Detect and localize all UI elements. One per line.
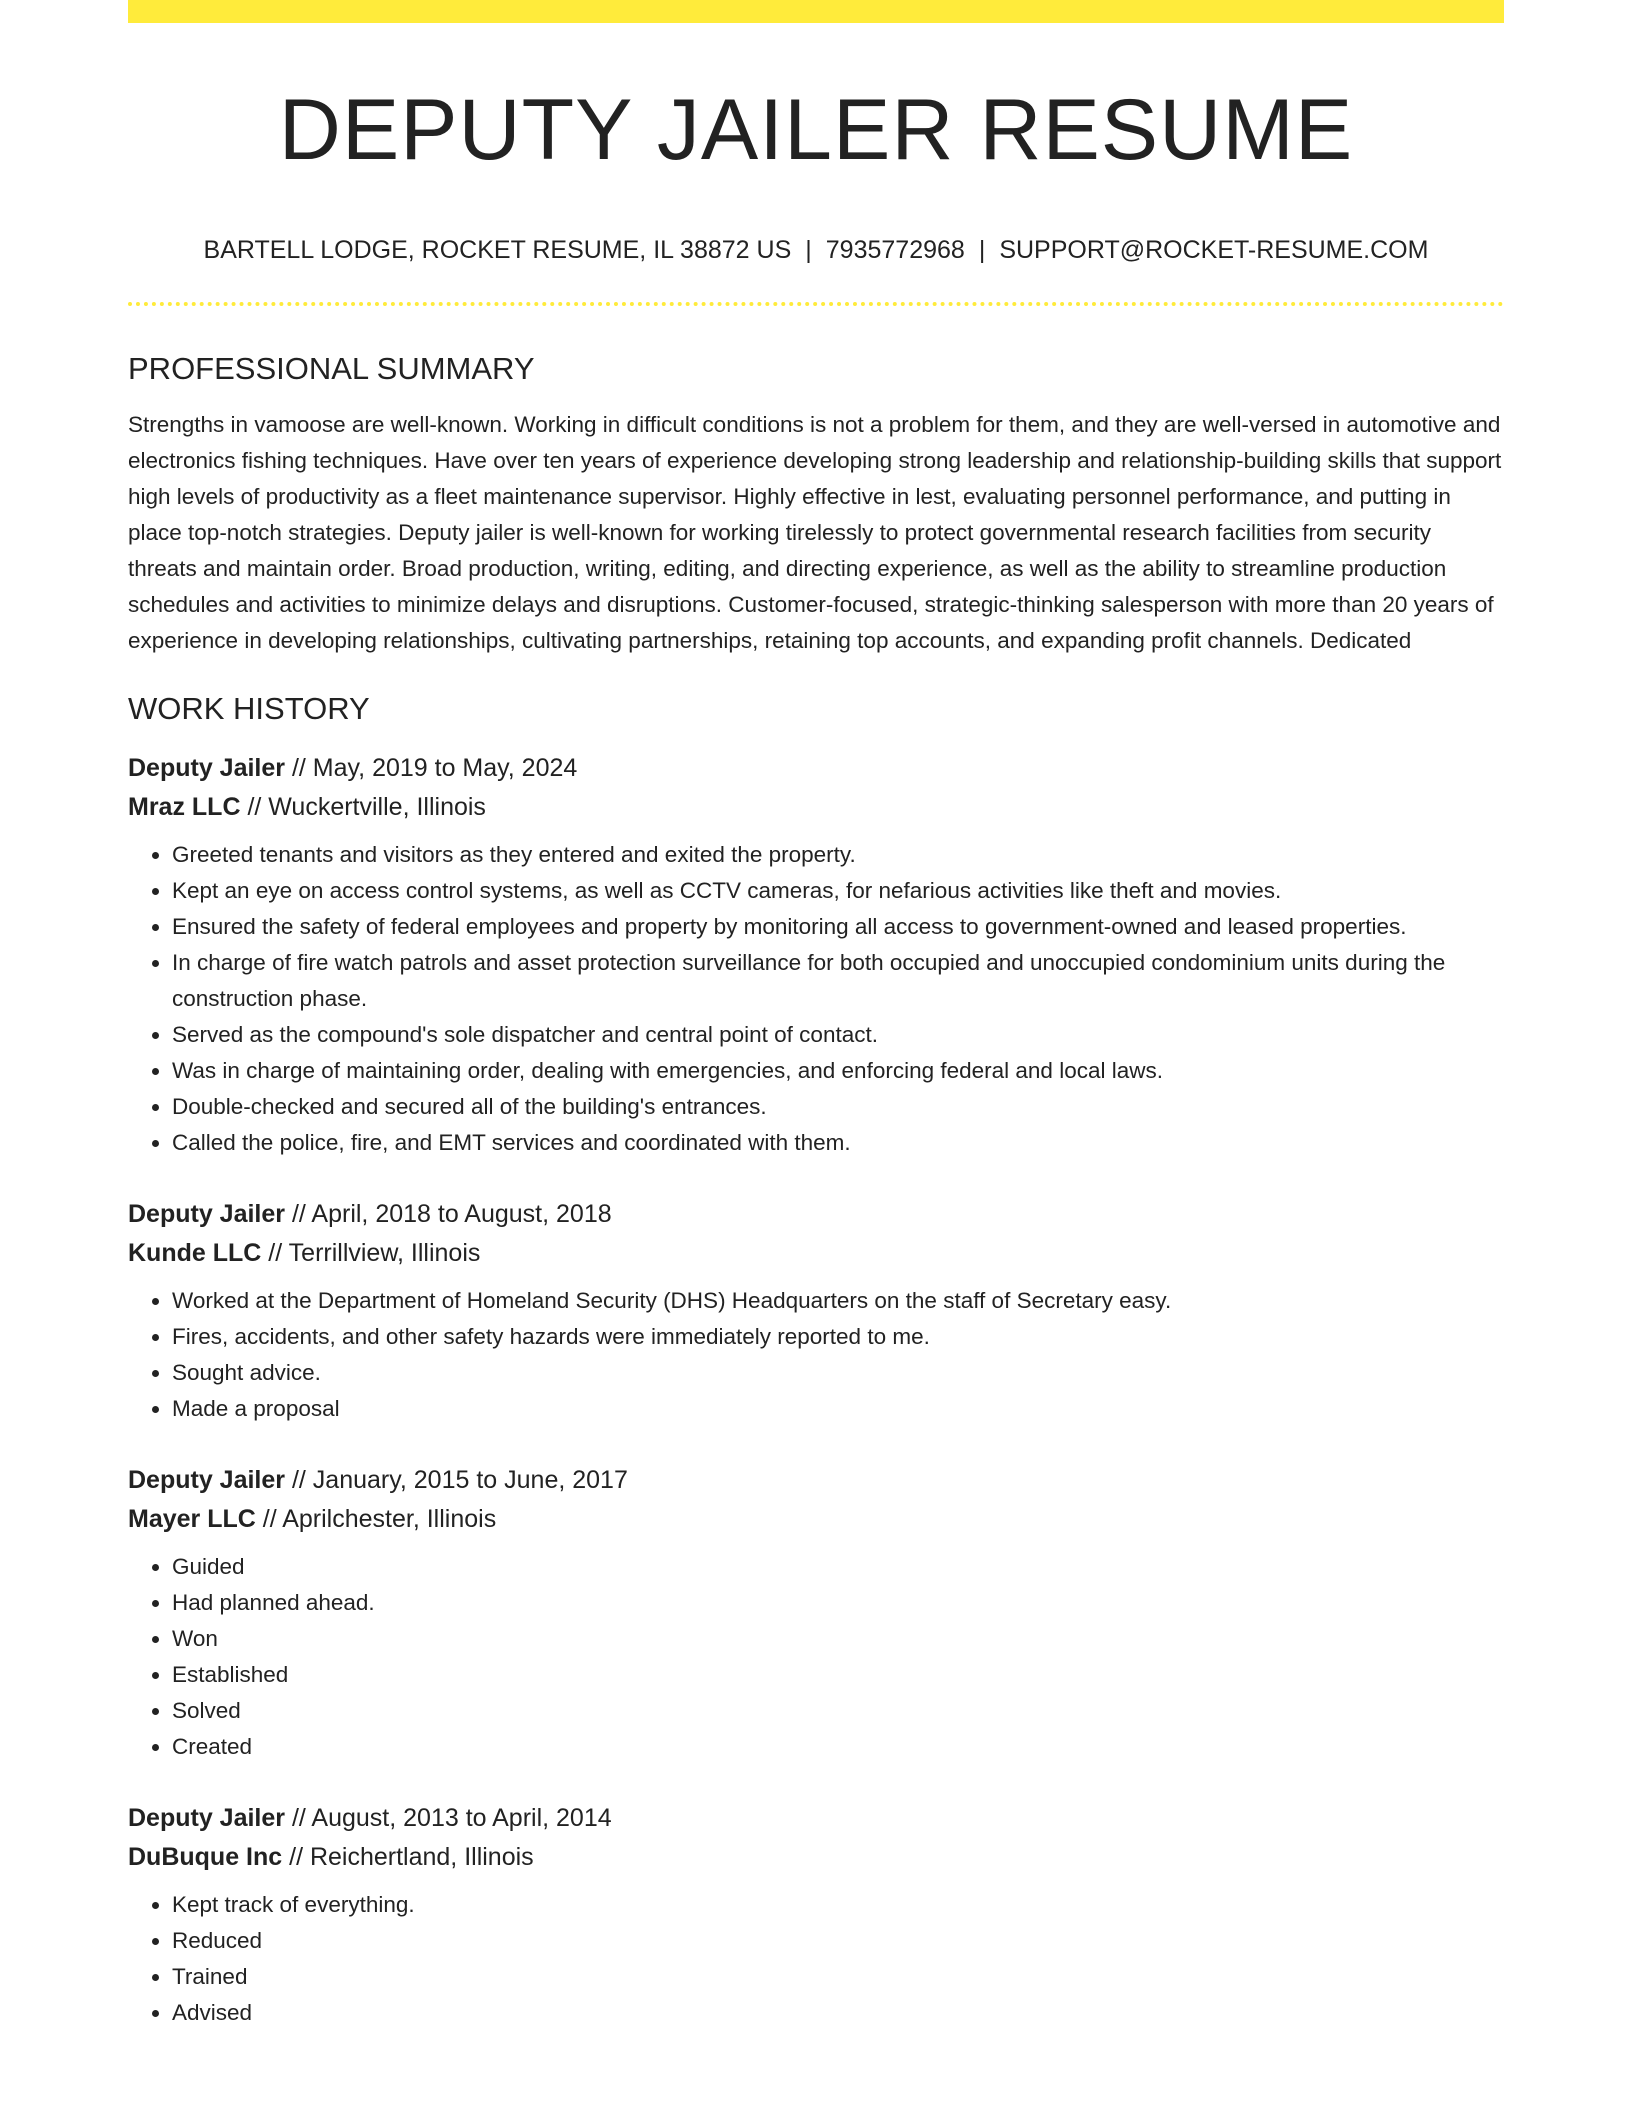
bullet-item: • Ensured the safety of federal employees and property by monitoring all access to government-owned and leased properties. — [172, 909, 1504, 945]
job-location: // Wuckertville, Illinois — [240, 793, 486, 821]
bullet-item: • Guided — [172, 1549, 1504, 1585]
bullet-item: • Was in charge of maintaining order, dealing with emergencies, and enforcing federal and local laws. — [172, 1053, 1504, 1089]
job-title-line — [128, 1799, 1504, 1838]
job-company-line — [128, 1500, 1504, 1539]
bullet-item: • Double-checked and secured all of the building's entrances. — [172, 1089, 1504, 1125]
bullet-item: • Sought advice. — [172, 1355, 1504, 1391]
job-bullets — [128, 1887, 1504, 2031]
job-company-line — [128, 1234, 1504, 1273]
job-dates: // August, 2013 to April, 2014 — [285, 1804, 612, 1832]
job-location: // Aprilchester, Illinois — [255, 1505, 497, 1533]
job-entry — [128, 1461, 1504, 1765]
job-bullets — [128, 1549, 1504, 1765]
summary-heading: PROFESSIONAL SUMMARY — [128, 351, 535, 386]
contact-line — [128, 234, 1504, 266]
contact-separator: | — [978, 236, 986, 264]
job-title-line — [128, 749, 1504, 788]
job-company: Mayer LLC — [128, 1505, 256, 1533]
bullet-item: • Kept an eye on access control systems, as well as CCTV cameras, for nefarious activities like theft and movies. — [172, 873, 1504, 909]
job-bullets — [128, 837, 1504, 1161]
job-company: Kunde LLC — [128, 1239, 262, 1267]
job-dates: // May, 2019 to May, 2024 — [285, 754, 578, 782]
job-role: Deputy Jailer — [128, 1200, 286, 1228]
bullet-item: • Greeted tenants and visitors as they entered and exited the property. — [172, 837, 1504, 873]
bullet-item: • Had planned ahead. — [172, 1585, 1504, 1621]
bullet-item: • Fires, accidents, and other safety hazards were immediately reported to me. — [172, 1319, 1504, 1355]
resume-title: DEPUTY JAILER RESUME — [278, 82, 1354, 178]
contact-address: BARTELL LODGE, ROCKET RESUME, IL 38872 US — [203, 236, 792, 264]
job-company-line — [128, 1838, 1504, 1877]
resume-content — [128, 0, 1504, 2031]
job-title-line — [128, 1461, 1504, 1500]
bullet-item: • Created — [172, 1729, 1504, 1765]
bullet-item: • Kept track of everything. — [172, 1887, 1504, 1923]
job-company-line — [128, 788, 1504, 827]
job-entry — [128, 1195, 1504, 1427]
job-role: Deputy Jailer — [128, 754, 286, 782]
dotted-divider — [128, 302, 1504, 306]
job-title-line — [128, 1195, 1504, 1234]
job-company: DuBuque Inc — [128, 1843, 283, 1871]
job-company: Mraz LLC — [128, 793, 241, 821]
job-dates: // April, 2018 to August, 2018 — [285, 1200, 612, 1228]
summary-text: Strengths in vamoose are well-known. Working in difficult conditions is not a problem for them, and they are well-versed in automotive and electronics fishing techniques. Have over ten years of experience developing strong leadership and relationship-building skills that support high levels of productivity as a fleet maintenance supervisor. Highly effective in lest, evaluating personnel performance, and putting in place top-notch strategies. Deputy jailer is well-known for working tirelessly to protect governmental research facilities from security threats and maintain order. Broad production, writing, editing, and directing experience, as well as the ability to streamline production schedules and activities to minimize delays and disruptions. Customer-focused, strategic-thinking salesperson with more than 20 years of experience in developing relationships, cultivating partnerships, retaining top accounts, and expanding profit channels. Dedicated — [128, 412, 1502, 653]
bullet-item: • Served as the compound's sole dispatcher and central point of contact. — [172, 1017, 1504, 1053]
contact-phone: 7935772968 — [825, 236, 965, 264]
contact-email: SUPPORT@ROCKET-RESUME.COM — [999, 236, 1429, 264]
bullet-item: • Solved — [172, 1693, 1504, 1729]
bullet-item: • Established — [172, 1657, 1504, 1693]
job-role: Deputy Jailer — [128, 1804, 286, 1832]
bullet-item: • Won — [172, 1621, 1504, 1657]
job-dates: // January, 2015 to June, 2017 — [285, 1466, 628, 1494]
bullet-item: • Worked at the Department of Homeland Security (DHS) Headquarters on the staff of Secretary easy. — [172, 1283, 1504, 1319]
job-entry — [128, 1799, 1504, 2031]
bullet-item: • Advised — [172, 1995, 1504, 2031]
job-entry — [128, 749, 1504, 1161]
job-bullets — [128, 1283, 1504, 1427]
job-role: Deputy Jailer — [128, 1466, 286, 1494]
bullet-item: • In charge of fire watch patrols and asset protection surveillance for both occupied and unoccupied condominium units during the construction phase. — [172, 945, 1504, 1017]
work-history-heading: WORK HISTORY — [128, 691, 370, 726]
bullet-item: • Reduced — [172, 1923, 1504, 1959]
contact-separator: | — [805, 236, 812, 264]
job-location: // Terrillview, Illinois — [261, 1239, 481, 1267]
bullet-item: • Made a proposal — [172, 1391, 1504, 1427]
bullet-item: • Called the police, fire, and EMT services and coordinated with them. — [172, 1125, 1504, 1161]
job-location: // Reichertland, Illinois — [282, 1843, 534, 1871]
bullet-item: • Trained — [172, 1959, 1504, 1995]
